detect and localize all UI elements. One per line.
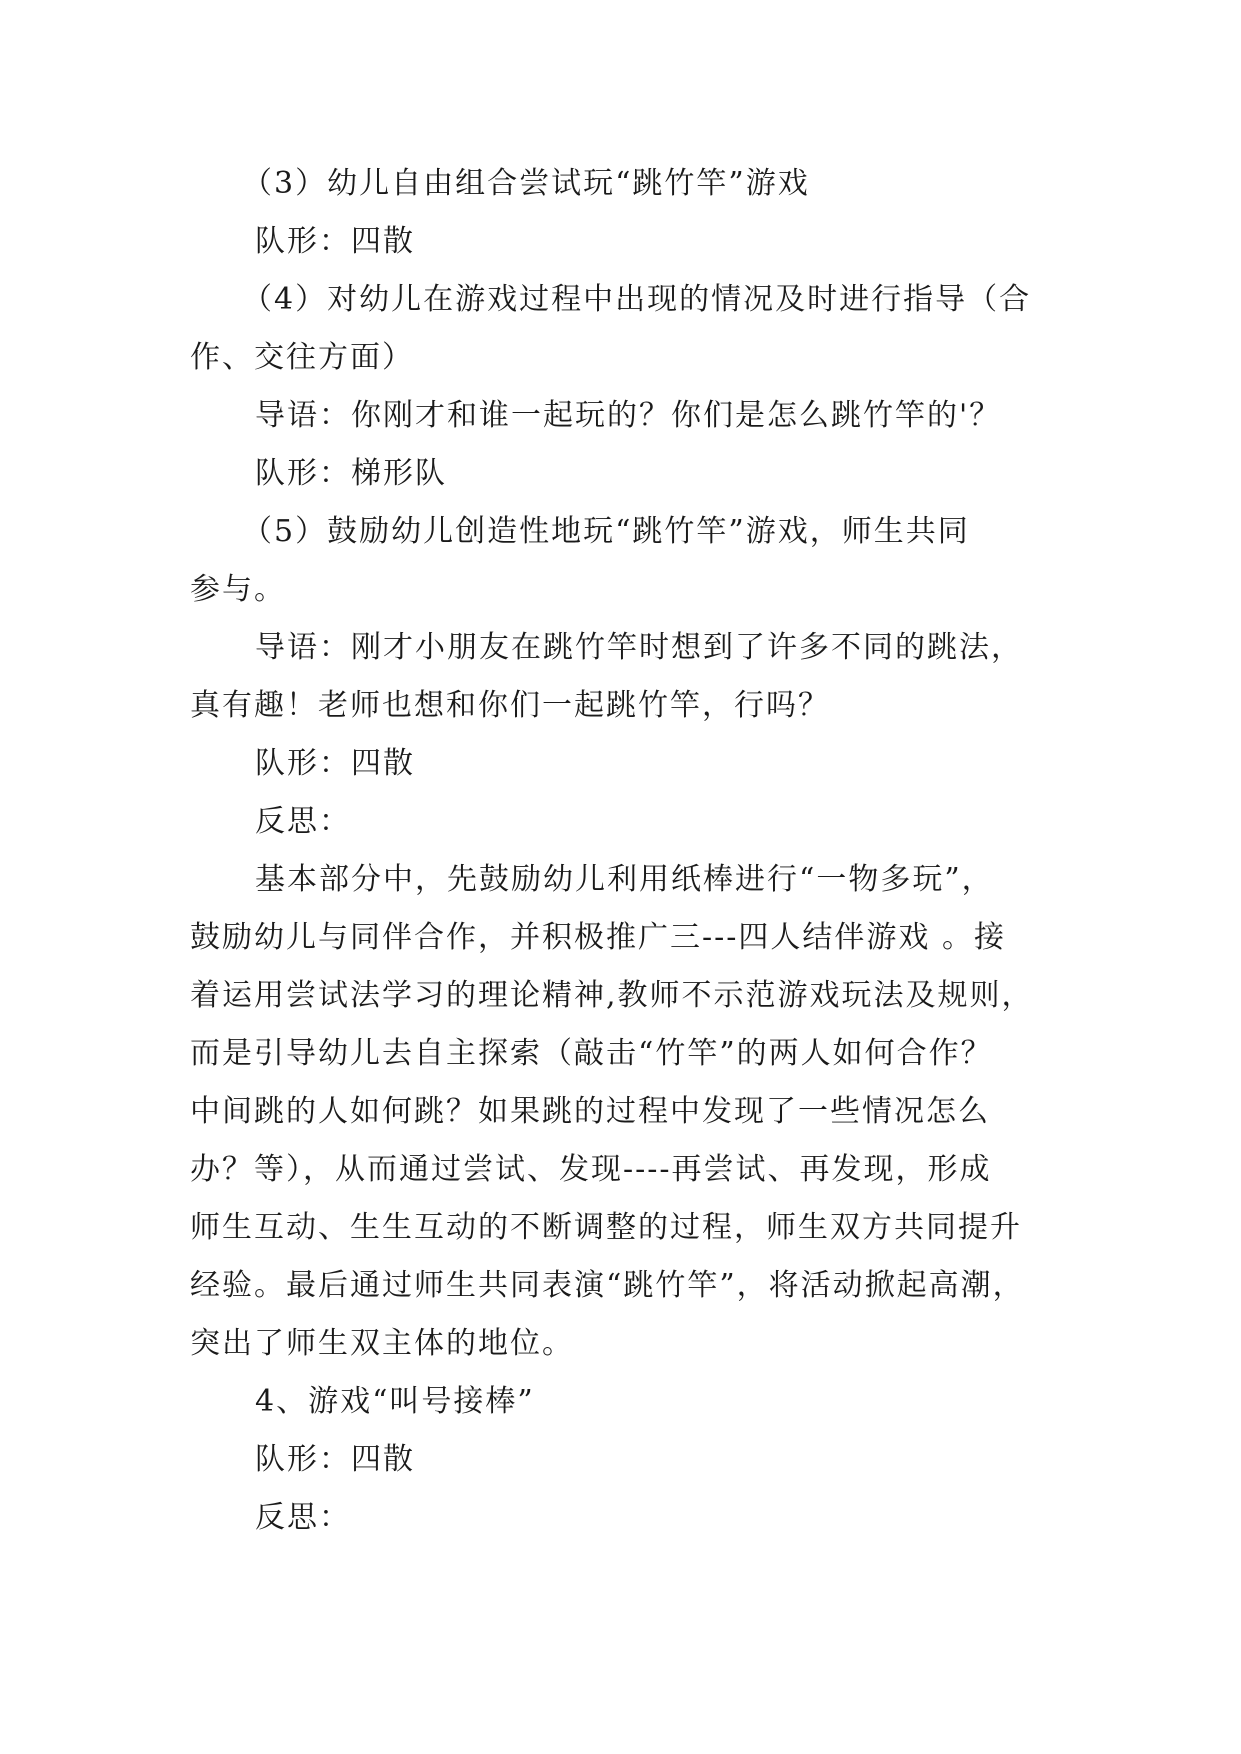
reflection-paragraph-line: 中间跳的人如何跳？如果跳的过程中发现了一些情况怎么 bbox=[190, 1094, 990, 1129]
formation-line: 队形：四散 bbox=[255, 1442, 415, 1477]
formation-line: 队形：四散 bbox=[255, 746, 415, 781]
guide-line: 导语：刚才小朋友在跳竹竿时想到了许多不同的跳法， bbox=[255, 630, 1023, 665]
step-3-line: （3）幼儿自由组合尝试玩“跳竹竿”游戏 bbox=[242, 166, 810, 201]
reflection-paragraph-line: 基本部分中，先鼓励幼儿利用纸棒进行“一物多玩”， bbox=[255, 862, 994, 897]
formation-line: 队形：四散 bbox=[255, 224, 415, 259]
reflection-heading: 反思： bbox=[255, 1500, 351, 1535]
step-5-line: （5）鼓励幼儿创造性地玩“跳竹竿”游戏，师生共同 bbox=[242, 514, 970, 549]
guide-line: 导语：你刚才和谁一起玩的？你们是怎么跳竹竿的'？ bbox=[255, 398, 1002, 433]
reflection-paragraph-line: 突出了师生双主体的地位。 bbox=[190, 1326, 574, 1361]
step-4-continuation: 作、交往方面） bbox=[190, 340, 414, 375]
reflection-paragraph-line: 师生互动、生生互动的不断调整的过程，师生双方共同提升 bbox=[190, 1210, 1022, 1245]
step-4-line: （4）对幼儿在游戏过程中出现的情况及时进行指导（合 bbox=[242, 282, 1032, 317]
reflection-paragraph-line: 鼓励幼儿与同伴合作，并积极推广三---四人结伴游戏 。接 bbox=[190, 920, 1006, 955]
formation-line: 队形：梯形队 bbox=[255, 456, 447, 491]
reflection-paragraph-line: 着运用尝试法学习的理论精神,教师不示范游戏玩法及规则， bbox=[190, 978, 1034, 1013]
reflection-heading: 反思： bbox=[255, 804, 351, 839]
section-4-heading: 4、游戏“叫号接棒” bbox=[255, 1384, 535, 1419]
reflection-paragraph-line: 办？等），从而通过尝试、发现----再尝试、再发现，形成 bbox=[190, 1152, 992, 1187]
reflection-paragraph-line: 而是引导幼儿去自主探索（敲击“竹竿”的两人如何合作？ bbox=[190, 1036, 993, 1071]
document-body bbox=[190, 155, 1070, 1547]
guide-continuation: 真有趣！老师也想和你们一起跳竹竿，行吗？ bbox=[190, 688, 830, 723]
step-5-continuation: 参与。 bbox=[190, 572, 286, 607]
reflection-paragraph-line: 经验。最后通过师生共同表演“跳竹竿”，将活动掀起高潮， bbox=[190, 1268, 1025, 1303]
